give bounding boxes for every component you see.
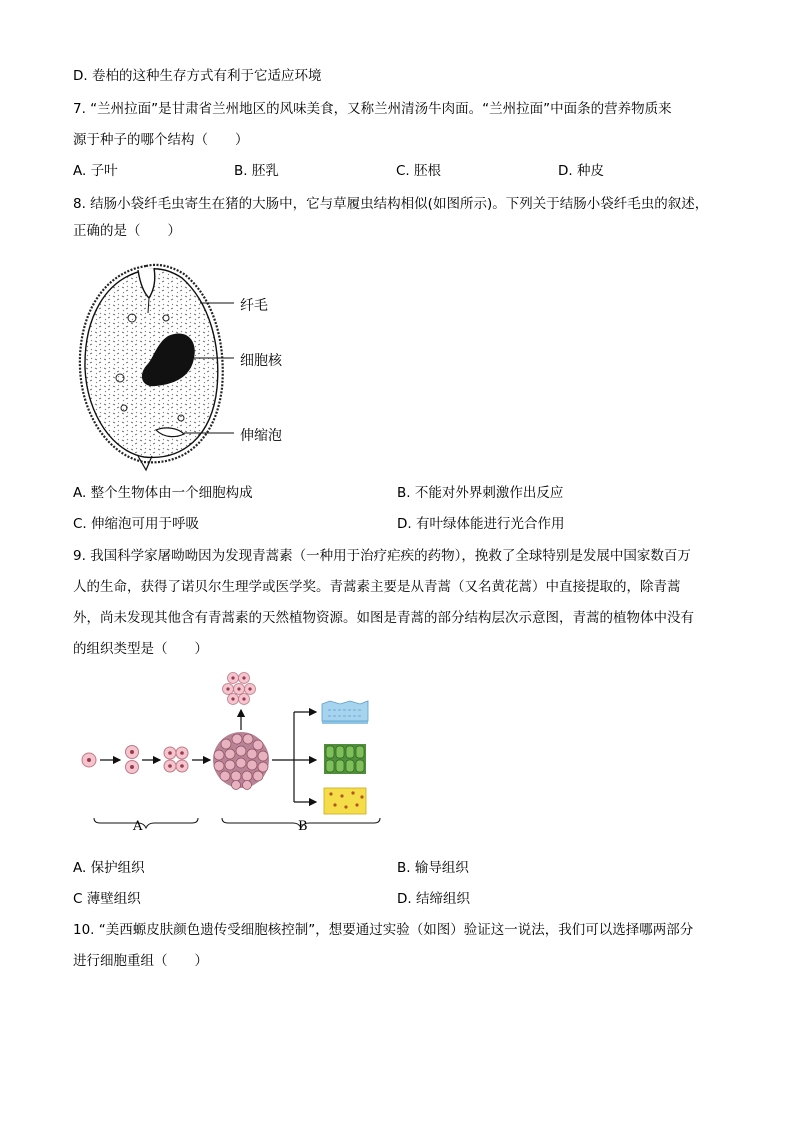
figure-label-contractile-vacuole: 伸缩泡 [240, 428, 282, 444]
q9-stem-line4: 的组织类型是（ ） [73, 641, 208, 657]
q9-option-b: B. 输导组织 [397, 860, 469, 876]
q7-stem-line2: 源于种子的哪个结构（ ） [73, 132, 249, 148]
q10-stem-line1: 10. “美西螈皮肤颜色遗传受细胞核控制”，想要通过实验（如图）验证这一说法，我们可以选择哪两部分 [73, 922, 694, 938]
q7-option-a: A. 子叶 [73, 163, 118, 179]
q8-stem-line2: 正确的是（ ） [73, 223, 181, 239]
q6-option-d: D. 卷柏的这种生存方式有利于它适应环境 [73, 68, 322, 84]
q7-option-b: B. 胚乳 [234, 163, 279, 179]
q9-option-d: D. 结缔组织 [397, 891, 470, 907]
q7-option-d: D. 种皮 [558, 163, 604, 179]
figure-label-b: B [298, 819, 308, 834]
q8-option-c: C. 伸缩泡可用于呼吸 [73, 516, 200, 532]
plant-structure-figure [76, 668, 396, 838]
figure-label-nucleus: 细胞核 [240, 353, 282, 369]
q8-stem-line1: 8. 结肠小袋纤毛虫寄生在猪的大肠中，它与草履虫结构相似(如图所示)。下列关于结肠小袋纤毛虫的叙述， [73, 196, 709, 212]
figure-label-a: A [133, 819, 143, 834]
q7-stem-line1: 7. “兰州拉面”是甘肃省兰州地区的风味美食，又称兰州清汤牛肉面。“兰州拉面”中面条的营养物质来 [73, 101, 672, 117]
q9-option-a: A. 保护组织 [73, 860, 145, 876]
q9-stem-line3: 外，尚未发现其他含有青蒿素的天然植物资源。如图是青蒿的部分结构层次示意图，青蒿的植物体中没有 [73, 610, 694, 626]
q9-stem-line1: 9. 我国科学家屠呦呦因为发现青蒿素（一种用于治疗疟疾的药物），挽救了全球特别是发展中国家数百万 [73, 548, 691, 564]
q8-option-d: D. 有叶绿体能进行光合作用 [397, 516, 565, 532]
q9-stem-line2: 人的生命，获得了诺贝尔生理学或医学奖。青蒿素主要是从青蒿（又名黄花蒿）中直接提取的，除青蒿 [73, 579, 681, 595]
q8-option-a: A. 整个生物体由一个细胞构成 [73, 485, 253, 501]
q8-option-b: B. 不能对外界刺激作出反应 [397, 485, 564, 501]
q9-option-c: C 薄壁组织 [73, 891, 141, 907]
q10-stem-line2: 进行细胞重组（ ） [73, 953, 208, 969]
balantidium-figure [76, 258, 326, 473]
q7-option-c: C. 胚根 [396, 163, 442, 179]
figure-label-cilia: 纤毛 [240, 298, 268, 314]
